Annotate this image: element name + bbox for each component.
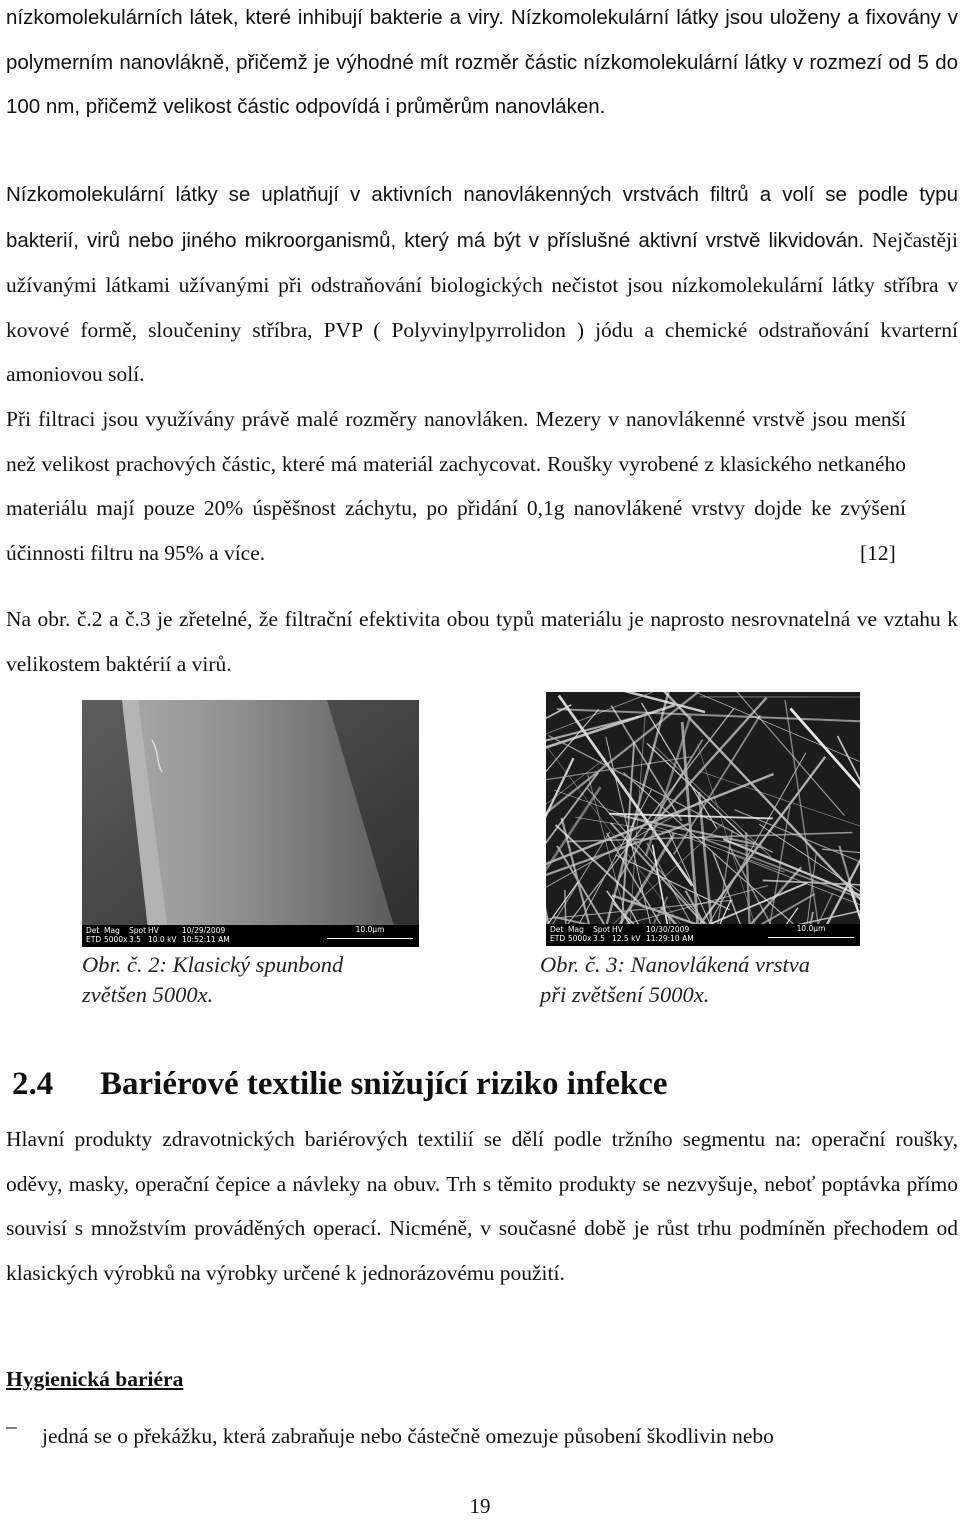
paragraph-3 bbox=[6, 397, 906, 575]
figure-spunbond-image bbox=[82, 700, 419, 947]
paragraph-4-text: Na obr. č.2 a č.3 je zřetelné, že filtrační efektivita obou typů materiálu je naprosto nesrovnatelná ve vztahu k velikostem baktérií a virů. bbox=[6, 607, 958, 676]
section-title: Bariérové textilie snižující riziko infekce bbox=[100, 1066, 668, 1102]
figure-nanofiber-image bbox=[546, 692, 860, 946]
section-paragraph bbox=[6, 1117, 958, 1295]
section-number: 2.4 bbox=[12, 1066, 54, 1102]
figure-2-info-bar: Det ETD Mag 5000x Spot 3.5 HV 10.0 kV 10/29/2009 10:52:11 AM 10.0µm bbox=[82, 925, 419, 947]
page-number: 19 bbox=[469, 1494, 491, 1518]
figure-2-caption: Obr. č. 2: Klasický spunbond zvětšen 5000x. bbox=[82, 952, 344, 1007]
bullet-dash: – bbox=[6, 1414, 17, 1438]
section-paragraph-text: Hlavní produkty zdravotnických bariérových textilií se dělí podle tržního segmentu na: operační roušky, oděvy, masky, operační čepice a návleky na obuv. Trh s těmito produkty se nezvyšuje, neboť poptávka přímo souvisí s množstvím prováděných operací. Nicméně, v současné době je růst trhu podmíněn přechodem od klasických výrobků na výrobky určené k jednorázovému použití. bbox=[6, 1127, 958, 1285]
paragraph-1-start: nízkomolekulárních látek, které inhibují bakterie a viry. bbox=[6, 6, 504, 29]
figure-3-info-bar: Det ETD Mag 5000x Spot 3.5 HV 12.5 kV 10/30/2009 11:29:10 AM 10.0µm bbox=[546, 924, 860, 946]
figure-3-caption: Obr. č. 3: Nanovlákená vrstva při zvětšení 5000x. bbox=[540, 952, 810, 1007]
nanofiber-sem-graphic bbox=[546, 692, 860, 946]
spunbond-sem-graphic bbox=[82, 700, 419, 947]
figure-2-scale-bar: 10.0µm bbox=[327, 926, 413, 939]
paragraph-2-part-2: Nejčastěji užívanými látkami užívanými při odstraňování biologických nečistot jsou nízkomolekulární látky stříbra v kovové formě, sloučeniny stříbra, PVP ( Polyvinylpyrrolidon ) jódu a chemické odstraňování kvarterní amoniovou solí. bbox=[6, 227, 959, 387]
paragraph-1 bbox=[6, 0, 958, 130]
figure-3-scale-bar: 10.0µm bbox=[768, 925, 854, 938]
reference-12: [12] bbox=[860, 541, 896, 565]
bullet-text: jedná se o překážku, která zabraňuje nebo částečně omezuje působení škodlivin nebo bbox=[42, 1424, 774, 1448]
subheading-hygienic-barrier: Hygienická bariéra bbox=[6, 1367, 184, 1391]
paragraph-2 bbox=[6, 172, 958, 397]
paragraph-2-part-1: Nízkomolekulární látky se uplatňují v aktivních nanovlákenných vrstvách filtrů a volí se podle typu bakterií, virů nebo jiného mikroorganismů, který má být v příslušné aktivní vrstvě likvidován. bbox=[6, 183, 958, 252]
paragraph-1-rest: Nízkomolekulární látky jsou uloženy a fixovány v polymerním nanovlákně, přičemž je výhodné mít rozměr částic nízkomolekulární látky v rozmezí od 5 do 100 nm, přičemž velikost částic odpovídá i průměrům nanovláken. bbox=[6, 6, 959, 119]
paragraph-3-text: Při filtraci jsou využívány právě malé rozměry nanovláken. Mezery v nanovlákenné vrstvě jsou menší než velikost prachových částic, které má materiál zachycovat. Roušky vyrobené z klasického netkaného materiálu mají pouze 20% úspěšnost záchytu, po přidání 0,1g nanovlákené vrstvy dojde ke zvýšení účinnosti filtru na 95% a více. bbox=[6, 407, 906, 565]
paragraph-4 bbox=[6, 597, 958, 686]
